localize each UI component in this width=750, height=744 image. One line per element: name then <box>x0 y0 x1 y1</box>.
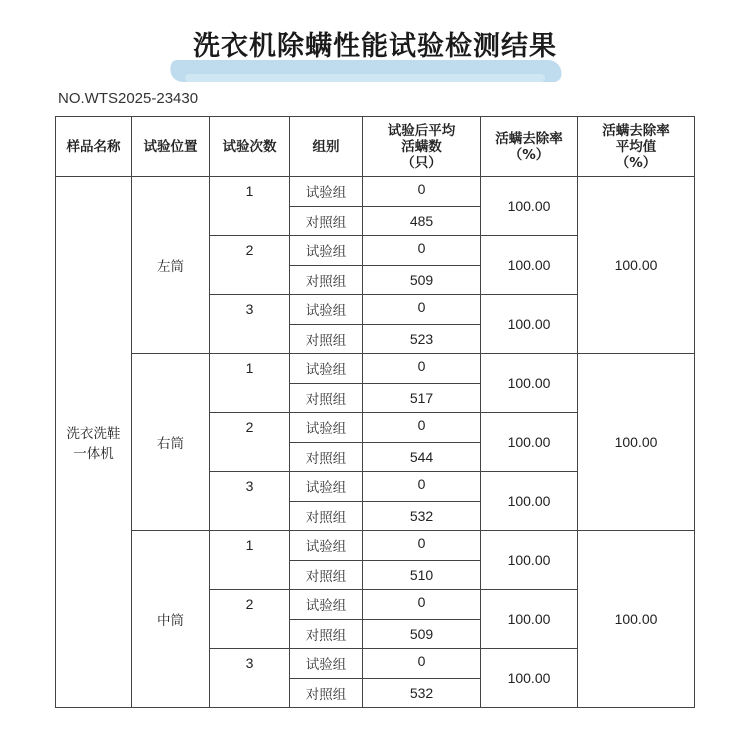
header-avg-mites <box>363 117 481 177</box>
removal-rate-avg-cell: 100.00 <box>578 354 695 531</box>
mite-count-cell: 517 <box>363 383 481 413</box>
page-title: 洗衣机除螨性能试验检测结果 <box>193 31 557 62</box>
position-cell: 中筒 <box>132 531 210 708</box>
results-table <box>55 116 695 708</box>
position-cell: 左筒 <box>132 177 210 354</box>
group-label-cell: 对照组 <box>290 678 363 708</box>
mite-count-cell: 0 <box>363 236 481 266</box>
group-label-cell: 试验组 <box>290 236 363 266</box>
mite-count-cell: 0 <box>363 590 481 620</box>
table-body <box>56 177 695 708</box>
mite-count-cell: 485 <box>363 206 481 236</box>
group-label-cell: 试验组 <box>290 354 363 384</box>
group-label-cell: 试验组 <box>290 177 363 207</box>
mite-count-cell: 0 <box>363 354 481 384</box>
group-label-cell: 对照组 <box>290 442 363 472</box>
mite-count-cell: 0 <box>363 472 481 502</box>
trial-number-cell: 1 <box>210 531 290 590</box>
mite-count-cell: 532 <box>363 678 481 708</box>
mite-count-cell: 509 <box>363 619 481 649</box>
header-removal-rate <box>481 117 578 177</box>
group-label-cell: 对照组 <box>290 324 363 354</box>
group-label-cell: 试验组 <box>290 472 363 502</box>
header-avg-mites-line1: 试验后平均 <box>387 122 456 139</box>
mite-count-cell: 0 <box>363 413 481 443</box>
header-sample-name: 样品名称 <box>56 117 132 177</box>
removal-rate-cell: 100.00 <box>481 354 578 413</box>
mite-count-cell: 0 <box>363 177 481 207</box>
removal-rate-avg-cell: 100.00 <box>578 531 695 708</box>
removal-rate-avg-cell: 100.00 <box>578 177 695 354</box>
removal-rate-cell: 100.00 <box>481 649 578 708</box>
sample-name-line1: 洗衣洗鞋 <box>66 426 121 442</box>
mite-count-cell: 0 <box>363 531 481 561</box>
sample-name-cell <box>56 177 132 708</box>
header-removal-rate-line1: 活螨去除率 <box>495 130 563 147</box>
group-label-cell: 对照组 <box>290 206 363 236</box>
removal-rate-cell: 100.00 <box>481 413 578 472</box>
group-label-cell: 试验组 <box>290 649 363 679</box>
header-avg-mites-line2: 活螨数 <box>401 138 442 155</box>
trial-number-cell: 3 <box>210 295 290 354</box>
group-label-cell: 对照组 <box>290 619 363 649</box>
removal-rate-cell: 100.00 <box>481 590 578 649</box>
group-label-cell: 对照组 <box>290 383 363 413</box>
mite-count-cell: 509 <box>363 265 481 295</box>
table-row <box>56 354 695 384</box>
trial-number-cell: 2 <box>210 413 290 472</box>
header-test-position: 试验位置 <box>132 117 210 177</box>
trial-number-cell: 3 <box>210 472 290 531</box>
group-label-cell: 对照组 <box>290 501 363 531</box>
removal-rate-cell: 100.00 <box>481 177 578 236</box>
trial-number-cell: 2 <box>210 590 290 649</box>
mite-count-cell: 0 <box>363 295 481 325</box>
report-number: NO.WTS2025-23430 <box>58 90 199 107</box>
removal-rate-cell: 100.00 <box>481 295 578 354</box>
header-test-times: 试验次数 <box>210 117 290 177</box>
title-highlight-underline <box>185 74 545 82</box>
group-label-cell: 试验组 <box>290 295 363 325</box>
mite-count-cell: 544 <box>363 442 481 472</box>
header-group: 组别 <box>290 117 363 177</box>
mite-count-cell: 510 <box>363 560 481 590</box>
trial-number-cell: 2 <box>210 236 290 295</box>
header-removal-rate-avg-line2: 平均值 <box>615 138 657 155</box>
table-row <box>56 531 695 561</box>
sample-name-line2: 一体机 <box>73 446 114 462</box>
mite-count-cell: 523 <box>363 324 481 354</box>
group-label-cell: 对照组 <box>290 265 363 295</box>
table-row <box>56 177 695 207</box>
removal-rate-cell: 100.00 <box>481 236 578 295</box>
trial-number-cell: 1 <box>210 177 290 236</box>
removal-rate-cell: 100.00 <box>481 472 578 531</box>
trial-number-cell: 3 <box>210 649 290 708</box>
position-cell: 右筒 <box>132 354 210 531</box>
header-removal-rate-avg-line3: （%） <box>615 154 657 171</box>
header-avg-mites-line3: （只） <box>401 154 442 171</box>
header-removal-rate-line2: （%） <box>508 146 550 163</box>
group-label-cell: 试验组 <box>290 531 363 561</box>
mite-count-cell: 532 <box>363 501 481 531</box>
group-label-cell: 试验组 <box>290 413 363 443</box>
table-header-row <box>56 117 695 177</box>
group-label-cell: 对照组 <box>290 560 363 590</box>
mite-count-cell: 0 <box>363 649 481 679</box>
header-removal-rate-avg-line1: 活螨去除率 <box>602 122 670 139</box>
trial-number-cell: 1 <box>210 354 290 413</box>
header-removal-rate-avg <box>578 117 695 177</box>
group-label-cell: 试验组 <box>290 590 363 620</box>
removal-rate-cell: 100.00 <box>481 531 578 590</box>
